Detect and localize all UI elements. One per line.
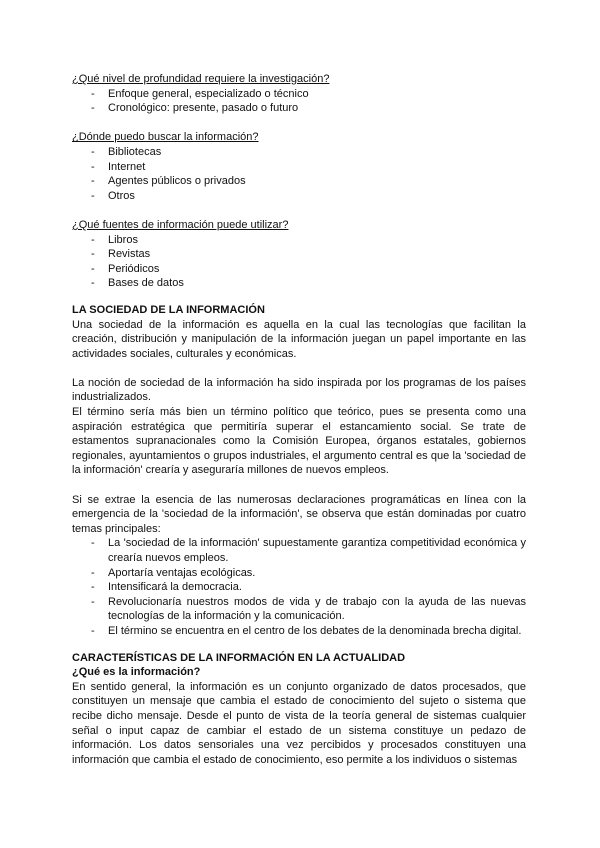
where-list (72, 145, 526, 203)
list-item: - El término se encuentra en el centro de los debates de la denominada brecha digital. (91, 624, 522, 637)
depth-list (72, 87, 526, 116)
paragraph: En sentido general, la información es un conjunto organizado de datos procesados, que constituyen un mensaje que cambia el estado de conocimiento del sujeto o sistema que recibe dicho mensaje. Desde el punto de vista de la teoría general de sistemas cualquier señal o input capaz de cambiar el estado de un sistema constituye un pedazo de información. Los datos sensoriales una vez percibidos y procesados constituyen una información que cambia el estado de conocimiento, eso permite a los individuos o sistemas (72, 680, 526, 766)
list-item: - Bases de datos (91, 277, 184, 290)
list-item: - Bibliotecas (91, 145, 162, 158)
sources-list (72, 233, 526, 291)
list-item: - Revistas (91, 248, 151, 261)
list-item: - Revolucionaría nuestros modos de vida y de trabajo con la ayuda de las nuevas tecnologías de la información y la comunicación. (91, 595, 526, 623)
list-item: - Aportaría ventajas ecológicas. (91, 566, 256, 579)
list-item: - Cronológico: presente, pasado o futuro (91, 102, 299, 115)
question-sources: ¿Qué fuentes de información puede utilizar? (72, 218, 289, 231)
list-item: - Agentes públicos o privados (91, 175, 246, 188)
question-depth: ¿Qué nivel de profundidad requiere la investigación? (72, 73, 330, 85)
list-item: - Enfoque general, especializado o técnico (91, 87, 309, 100)
paragraph: La noción de sociedad de la información ha sido inspirada por los programas de los países industrializados. (72, 376, 526, 404)
list-item: - Otros (91, 189, 135, 202)
list-item: - Intensificará la democracia. (91, 581, 242, 594)
section-heading-sociedad: LA SOCIEDAD DE LA INFORMACIÓN (72, 303, 265, 316)
question-where: ¿Dónde puedo buscar la información? (72, 131, 259, 144)
paragraph: Una sociedad de la información es aquella en la cual las tecnologías que facilitan la creación, distribución y manipulación de la información juegan un papel importante en las actividades sociales, culturales y económicas. (72, 318, 526, 360)
section-heading-caracteristicas: CARACTERÍSTICAS DE LA INFORMACIÓN EN LA ACTUALIDAD (72, 651, 406, 664)
list-item: - Libros (91, 233, 138, 246)
paragraph: El término sería más bien un término político que teórico, pues se presenta como una aspiración estratégica que permitiría superar el estancamiento social. Se trate de estamentos supranacionales como la Comisión Europea, órganos estatales, gobiernos regionales, ayuntamientos o grupos industriales, el argumento central es que la 'sociedad de la información' crearía y aseguraría millones de nuevos empleos. (72, 406, 526, 477)
document-page (72, 72, 526, 767)
paragraph: Si se extrae la esencia de las numerosas declaraciones programáticas en línea con la emergencia de la 'sociedad de la información', se observa que están dominadas por cuatro temas principales: (72, 493, 526, 535)
subheading: ¿Qué es la información? (72, 666, 201, 679)
list-item: - La 'sociedad de la información' supuestamente garantiza competitividad económica y crearía nuevos empleos. (91, 537, 526, 564)
list-item: - Internet (91, 160, 146, 173)
themes-list (72, 536, 526, 638)
list-item: - Periódicos (91, 262, 160, 275)
